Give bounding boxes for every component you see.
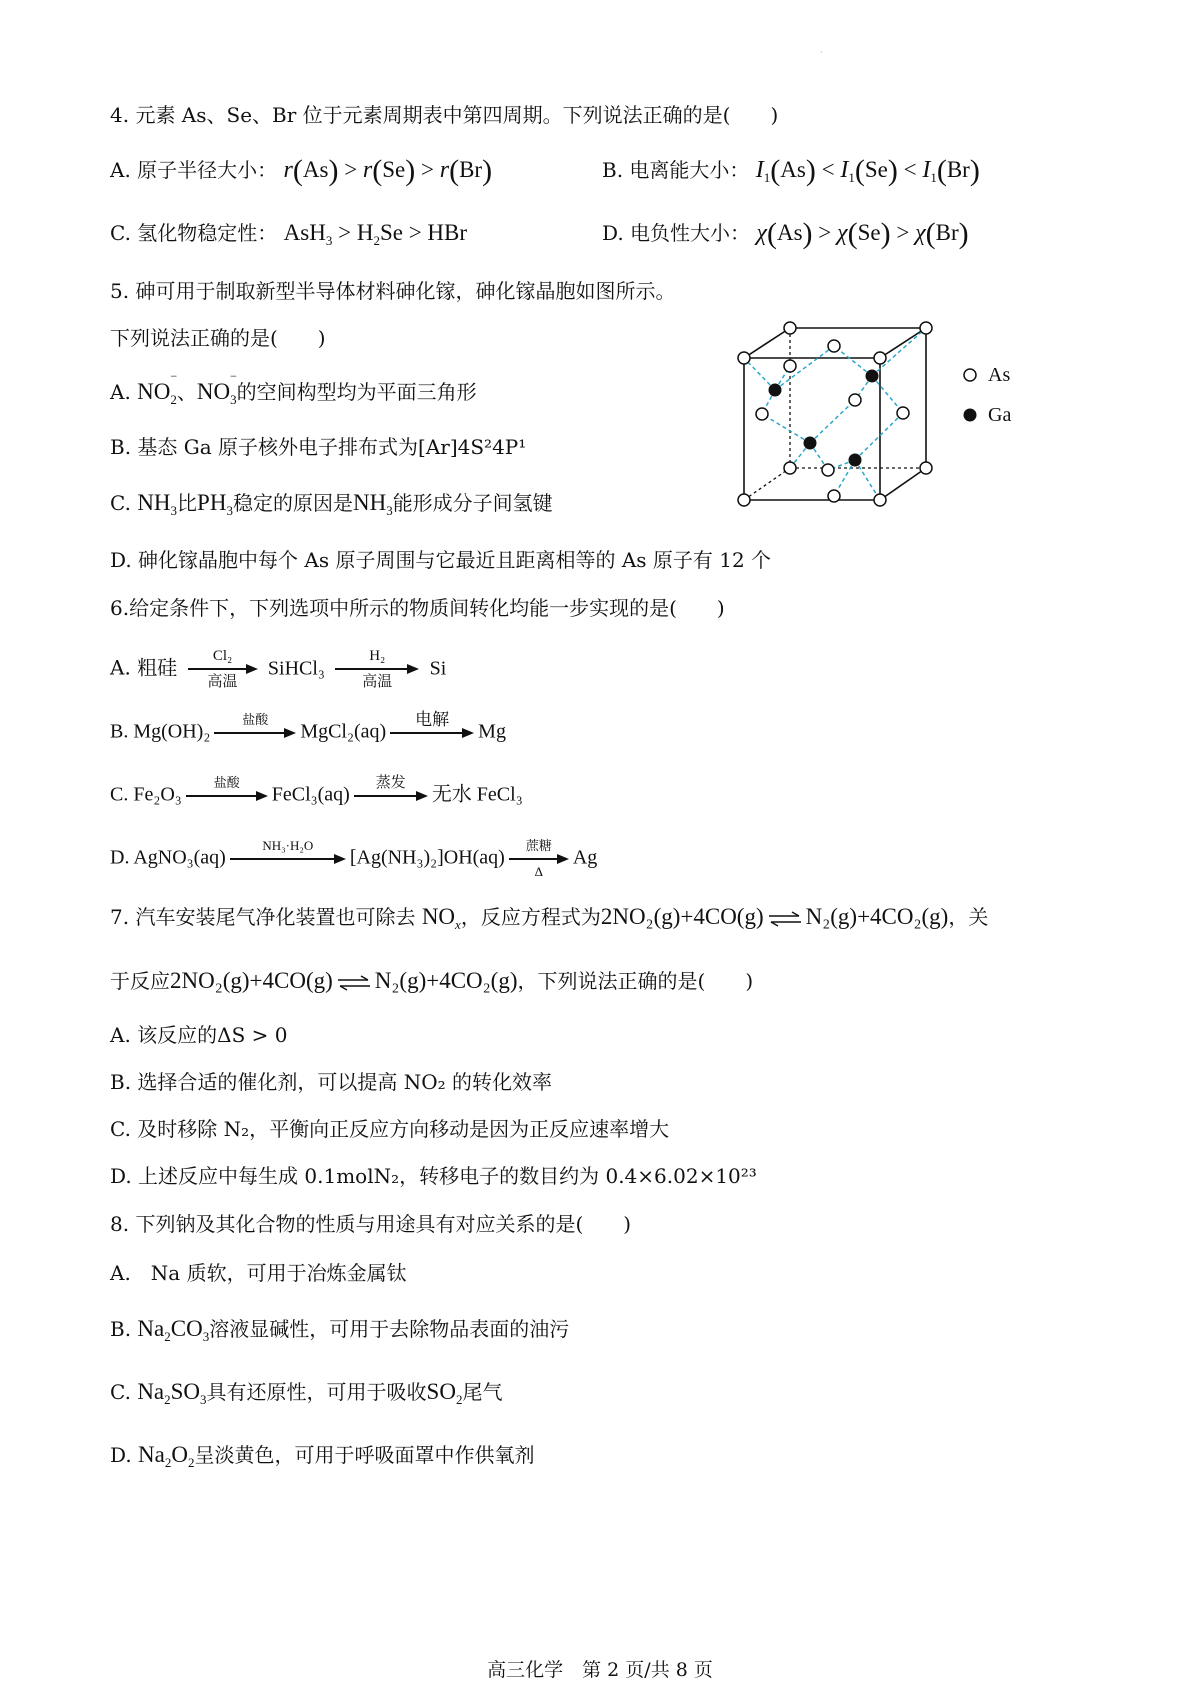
ga-legend-icon	[964, 409, 977, 422]
q4-stem: 4. 元素 As、Se、Br 位于元素周期表中第四周期。下列说法正确的是( )	[110, 103, 779, 127]
q4-option-b: B. 电离能大小： $I_1(As) < I_1(Se) < I_1(Br)$	[602, 154, 980, 187]
as-atom	[784, 322, 796, 334]
na2co3-formula: $Na_2CO_3$	[137, 1316, 210, 1344]
q8-d-tail: 呈淡黄色，可用于呼吸面罩中作供氧剂	[194, 1443, 535, 1467]
q8-b-label: B.	[110, 1317, 132, 1341]
legend-ga-label: Ga	[988, 404, 1012, 426]
q7-stem-b: ，反应方程式为	[460, 905, 601, 929]
q6-option-b	[110, 712, 506, 754]
q6-option-a	[110, 648, 446, 690]
q6-c-label: C. Fe₂O₃	[110, 783, 182, 806]
na2so3-formula: $Na_2SO_3$	[137, 1379, 207, 1407]
q7-option-b: B. 选择合适的催化剂，可以提高 NO₂ 的转化效率	[110, 1070, 553, 1094]
as-atom	[738, 494, 750, 506]
q7-option-c: C. 及时移除 N₂，平衡向正反应方向移动是因为正反应速率增大	[110, 1117, 670, 1141]
ga-atom	[804, 437, 817, 450]
nh3-formula: $NH_3$	[137, 490, 178, 518]
q7-eq-right-2: N₂(g)+4CO₂(g)	[374, 968, 518, 993]
so2-formula: $SO_2$	[426, 1379, 463, 1407]
q6-option-d	[110, 838, 597, 880]
q6-d-label: D. AgNO₃(aq)	[110, 846, 226, 869]
q8-option-c	[110, 1377, 502, 1407]
q6-c-mid: FeCl₃(aq)	[271, 783, 350, 806]
nh3-formula-2: $NH_3$	[352, 490, 393, 518]
q5-option-d: D. 砷化镓晶胞中每个 As 原子周围与它最近且距离相等的 As 原子有 12 个	[110, 548, 772, 572]
q8-option-b	[110, 1314, 569, 1344]
q8-option-a: A. Na 质软，可用于冶炼金属钛	[110, 1261, 407, 1285]
as-atom	[784, 462, 796, 474]
q6-d-mid: [Ag(NH₃)₂]OH(aq)	[349, 846, 505, 869]
q5-option-c	[110, 488, 553, 518]
reaction-arrow: 盐酸	[214, 712, 296, 754]
q5-a-label: A.	[110, 380, 131, 404]
as-atom	[756, 408, 768, 420]
q6-a-label: A. 粗硅	[110, 655, 178, 680]
q4-option-d: D. 电负性大小： χ(As) > χ(Se) > χ(Br)	[602, 217, 969, 250]
q6-d-end: Ag	[572, 846, 598, 869]
q5-option-b: B. 基态 Ga 原子核外电子排布式为[Ar]4S²4P¹	[110, 435, 527, 459]
as-atom	[849, 394, 861, 406]
q5-c-mid: 比	[177, 491, 198, 515]
q8-stem: 8. 下列钠及其化合物的性质与用途具有对应关系的是( )	[110, 1212, 632, 1236]
q6-option-c	[110, 775, 523, 817]
q7-stem-line-1	[110, 902, 988, 932]
q5-stem-1: 5. 砷可用于制取新型半导体材料砷化镓，砷化镓晶胞如图所示。	[110, 279, 676, 303]
reaction-arrow: 盐酸	[186, 775, 268, 817]
as-atom	[874, 352, 886, 364]
q6-a-mid: SiHCl₃	[267, 657, 325, 680]
q4-c-label: C. 氢化物稳定性：	[110, 221, 278, 245]
reaction-arrow: H₂ 高温	[335, 648, 419, 690]
q7-option-a: A. 该反应的ΔS > 0	[110, 1023, 288, 1047]
q6-a-end: Si	[429, 657, 447, 680]
page-footer: 高三化学 第 2 页/共 8 页	[487, 1659, 713, 1681]
q8-b-tail: 溶液显碱性，可用于去除物品表面的油污	[209, 1317, 570, 1341]
q7-stem2-a: 于反应	[110, 969, 170, 993]
ga-atom	[866, 370, 879, 383]
q5-c-label: C.	[110, 491, 131, 515]
q5-stem-2: 下列说法正确的是( )	[110, 326, 326, 350]
reaction-arrow: 蔗糖 Δ	[509, 838, 569, 880]
q8-c-tail: 尾气	[462, 1380, 503, 1404]
as-atom	[784, 360, 796, 372]
ga-atom	[849, 454, 862, 467]
q5-c-mid2: 稳定的原因是	[232, 491, 353, 515]
no3-minus-formula: NO $_{- 3}$	[196, 369, 237, 407]
as-atom	[920, 462, 932, 474]
q6-b-end: Mg	[478, 720, 506, 743]
q7-eq-left-2: 2NO₂(g)+4CO(g)	[170, 968, 333, 993]
reaction-arrow: Cl₂ 高温	[188, 648, 258, 690]
ga-atom	[769, 384, 782, 397]
q6-b-mid: MgCl₂(aq)	[300, 720, 387, 743]
as-atom	[828, 490, 840, 502]
q6-c-end: 无水 FeCl₃	[431, 783, 523, 806]
q7-eq-right: N₂(g)+4CO₂(g)	[805, 904, 949, 929]
nox-formula: $NO_x$	[421, 904, 461, 932]
q4-option-c: C. 氢化物稳定性： $AsH_3 > H_2Se$ > HBr	[110, 220, 468, 248]
reaction-arrow: NH₃·H₂O	[230, 838, 346, 880]
q5-option-a: A. NO $_{- 2}$、NO $_{- 3}$的空间构型均为平面三角形	[110, 369, 477, 407]
as-atom	[828, 340, 840, 352]
as-atom	[738, 352, 750, 364]
q7-stem-line-2	[110, 966, 753, 996]
ph3-formula: $PH_3$	[197, 490, 233, 518]
q4-option-a: A. 原子半径大小： r(As) > r(Se) > r(Br)	[110, 154, 493, 187]
q7-stem-c: ，关	[948, 905, 989, 929]
legend-as-label: As	[988, 364, 1011, 386]
q8-c-label: C.	[110, 1380, 131, 1404]
as-atom	[897, 407, 909, 419]
q8-d-label: D.	[110, 1443, 132, 1467]
equilibrium-arrow	[337, 975, 371, 991]
q8-option-d	[110, 1440, 535, 1470]
q6-stem: 6.给定条件下，下列选项中所示的物质间转化均能一步实现的是( )	[110, 596, 725, 620]
as-atom	[874, 494, 886, 506]
q5-a-tail: 的空间构型均为平面三角形	[236, 380, 477, 404]
q5-c-tail: 能形成分子间氢键	[392, 491, 553, 515]
q6-b-label: B. Mg(OH)₂	[110, 720, 211, 743]
reaction-arrow: 蒸发	[354, 775, 428, 817]
q7-eq-left: 2NO₂(g)+4CO(g)	[600, 904, 764, 929]
q7-option-d: D. 上述反应中每生成 0.1molN₂，转移电子的数目约为 0.4×6.02×10²³	[110, 1164, 757, 1188]
as-legend-icon	[964, 369, 976, 381]
q7-stem2-b: ，下列说法正确的是( )	[517, 969, 754, 993]
na2o2-formula: $Na_2O_2$	[138, 1442, 195, 1470]
q4-d-label: D. 电负性大小：	[602, 221, 751, 245]
as-atom	[822, 464, 834, 476]
as-atom	[920, 322, 932, 334]
q4-a-label: A. 原子半径大小：	[110, 158, 278, 182]
reaction-arrow: 电解	[390, 712, 474, 754]
q4-b-label: B. 电离能大小：	[602, 158, 750, 182]
q8-c-mid: 具有还原性，可用于吸收	[206, 1380, 427, 1404]
q7-stem-a: 7. 汽车安装尾气净化装置也可除去	[110, 905, 416, 929]
no2-minus-formula: NO $_{- 2}$	[137, 369, 178, 407]
equilibrium-arrow	[768, 911, 802, 927]
